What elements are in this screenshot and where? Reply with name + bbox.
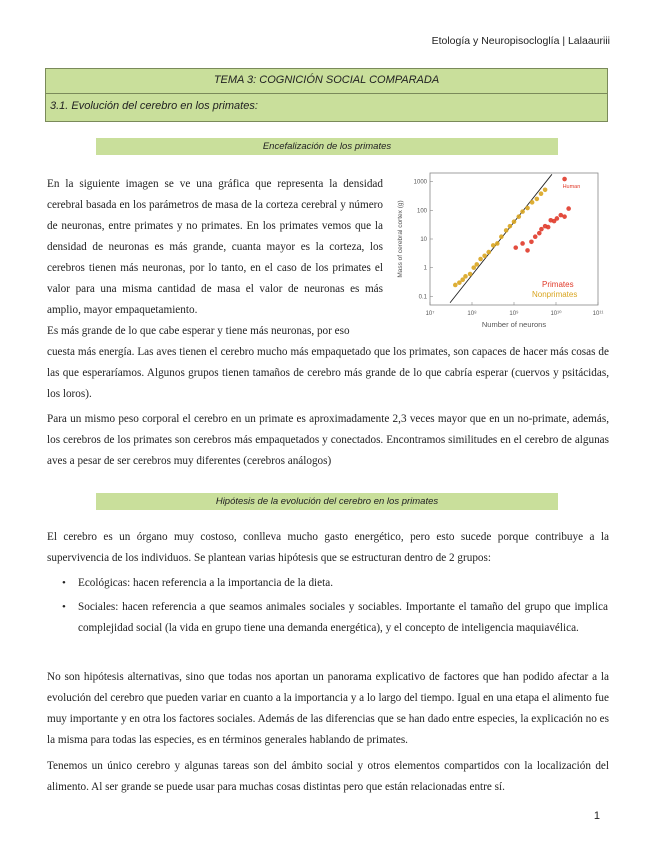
nonprimates-point xyxy=(486,250,491,255)
nonprimates-point xyxy=(530,200,535,205)
nonprimates-point xyxy=(495,241,500,246)
paragraph-6: Tenemos un único cerebro y algunas tareas son del ámbito social y otros elementos compartidos con la localización del alimento. Al ser grande se puede usar para muchas cosas distintas pero que están relacionadas entre sí. xyxy=(47,760,609,793)
y-tick-label: 100 xyxy=(416,208,427,215)
section-heading-hipotesis: Hipótesis de la evolución del cerebro en los primates xyxy=(96,493,558,510)
nonprimates-point xyxy=(512,219,517,224)
human-annotation: Human xyxy=(562,184,581,191)
topic-subtitle: 3.1. Evolución del cerebro en los primates: xyxy=(50,100,258,112)
paragraph-5: No son hipótesis alternativas, sino que todas nos aportan un panorama explicativo de factores que han podido afectar a la evolución del cerebro que pueden variar en cuanto a la importancia y a lo largo del tiempo. Igual en una etapa el alimento fue muy importante y en otra los factores sociales. Además de las diferencias que se han dado entre especies, la explicación no es la misma para todas las especies, es en términos generales hablando de primates. xyxy=(47,671,609,746)
human-point xyxy=(562,177,567,182)
primates-point xyxy=(562,214,567,219)
nonprimates-point xyxy=(499,234,504,239)
primates-point xyxy=(520,241,525,246)
y-tick-label: 1000 xyxy=(413,179,427,186)
y-tick-label: 10 xyxy=(420,237,427,243)
nonprimates-point xyxy=(516,214,521,219)
nonprimates-point xyxy=(474,262,479,267)
primates-point xyxy=(546,225,551,230)
nonprimates-point xyxy=(491,243,496,248)
primates-point xyxy=(513,245,518,250)
primates-point xyxy=(529,239,534,244)
nonprimates-point xyxy=(525,206,530,211)
paragraph-3: Para un mismo peso corporal el cerebro en un primate es aproximadamente 2,3 veces mayor que en un no-primate, además, los cerebros de los primates son cerebros más empaquetados y conectados. Encontramos similitudes en el cerebro de algunas aves a pesar de ser cerebros muy diferentes (cerebros análogos) xyxy=(47,413,609,467)
y-tick-label: 1 xyxy=(423,265,427,272)
y-tick-label: 0.1 xyxy=(418,294,427,301)
neurons-cortex-chart xyxy=(392,165,608,335)
bullet-item: Ecológicas: hacen referencia a la importancia de la dieta. xyxy=(78,577,333,589)
paragraph-2b: cuesta más energía. Las aves tienen el cerebro mucho más empaquetado que los primates, son capaces de hacer más cosas de las que esperaríamos. Algunos grupos tienen tamaños de cerebro más grande de lo que cabría esperar (cuervos y psitácidas, los loros). xyxy=(47,346,609,400)
paragraph-2a: Es más grande de lo que cabe esperar y tiene más neuronas, por eso xyxy=(47,325,350,337)
primates-point xyxy=(566,206,571,211)
legend-primates: Primates xyxy=(542,280,574,289)
x-axis-label: Number of neurons xyxy=(481,320,547,329)
x-tick-label: 10⁸ xyxy=(467,311,477,317)
nonprimates-point xyxy=(543,187,548,192)
topic-divider xyxy=(46,93,607,94)
topic-title: TEMA 3: COGNICIÓN SOCIAL COMPARADA xyxy=(213,74,440,86)
nonprimates-point xyxy=(482,253,487,258)
nonprimates-point xyxy=(453,283,458,288)
bullet-item: Sociales: hacen referencia a que seamos animales sociales y sociables. Importante el tamaño del grupo que implica complejidad social (la vida en grupo tiene una demanda energética), y el concepto de inteligencia maquiavélica. xyxy=(78,601,608,634)
nonprimates-point xyxy=(539,191,544,196)
nonprimates-point xyxy=(535,197,540,202)
section-heading-encefalizacion: Encefalización de los primates xyxy=(96,138,558,155)
nonprimates-point xyxy=(520,209,525,214)
paragraph-4: El cerebro es un órgano muy costoso, conlleva mucho gasto energético, pero esto sucede porque contribuye a la supervivencia de los individuos. Se plantean varias hipótesis que se estructuran dentro de 2 grupos: xyxy=(47,531,609,564)
paragraph-1: En la siguiente imagen se ve una gráfica que representa la densidad cerebral basada en los parámetros de masa de la corteza cerebral y número de neuronas, entre primates y no primates. En los primates vemos que la densidad de neuronas es más grande, cuanta mayor es la corteza, los cerebros tienen más neuronas, por lo tanto, en el caso de los primates el valor para una misma cantidad de masa el valor de neuronas es más amplio, mayor empaquetamiento. xyxy=(47,178,383,316)
page-number: 1 xyxy=(593,810,600,822)
nonprimates-point xyxy=(504,228,509,233)
topic-box xyxy=(45,68,608,122)
bullet-marker: • xyxy=(62,601,66,613)
x-tick-label: 10¹¹ xyxy=(592,311,604,317)
document-header: Etología y Neuropisocloglía | Lalaauriii xyxy=(431,35,610,47)
nonprimates-point xyxy=(463,274,468,279)
bullet-marker: • xyxy=(62,577,66,589)
y-axis-label: Mass of cerebral cortex (g) xyxy=(397,200,404,278)
primates-point xyxy=(525,248,530,253)
nonprimates-point xyxy=(468,272,473,277)
primates-point xyxy=(539,227,544,232)
nonprimates-point xyxy=(508,224,513,229)
x-tick-label: 10¹⁰ xyxy=(550,311,562,317)
legend-nonprimates: Nonprimates xyxy=(532,290,578,299)
primates-point xyxy=(537,231,542,236)
nonprimates-point xyxy=(478,257,483,262)
x-tick-label: 10⁹ xyxy=(509,311,519,317)
primates-point xyxy=(533,234,538,239)
x-tick-label: 10⁷ xyxy=(425,311,435,317)
primates-point xyxy=(555,216,560,221)
